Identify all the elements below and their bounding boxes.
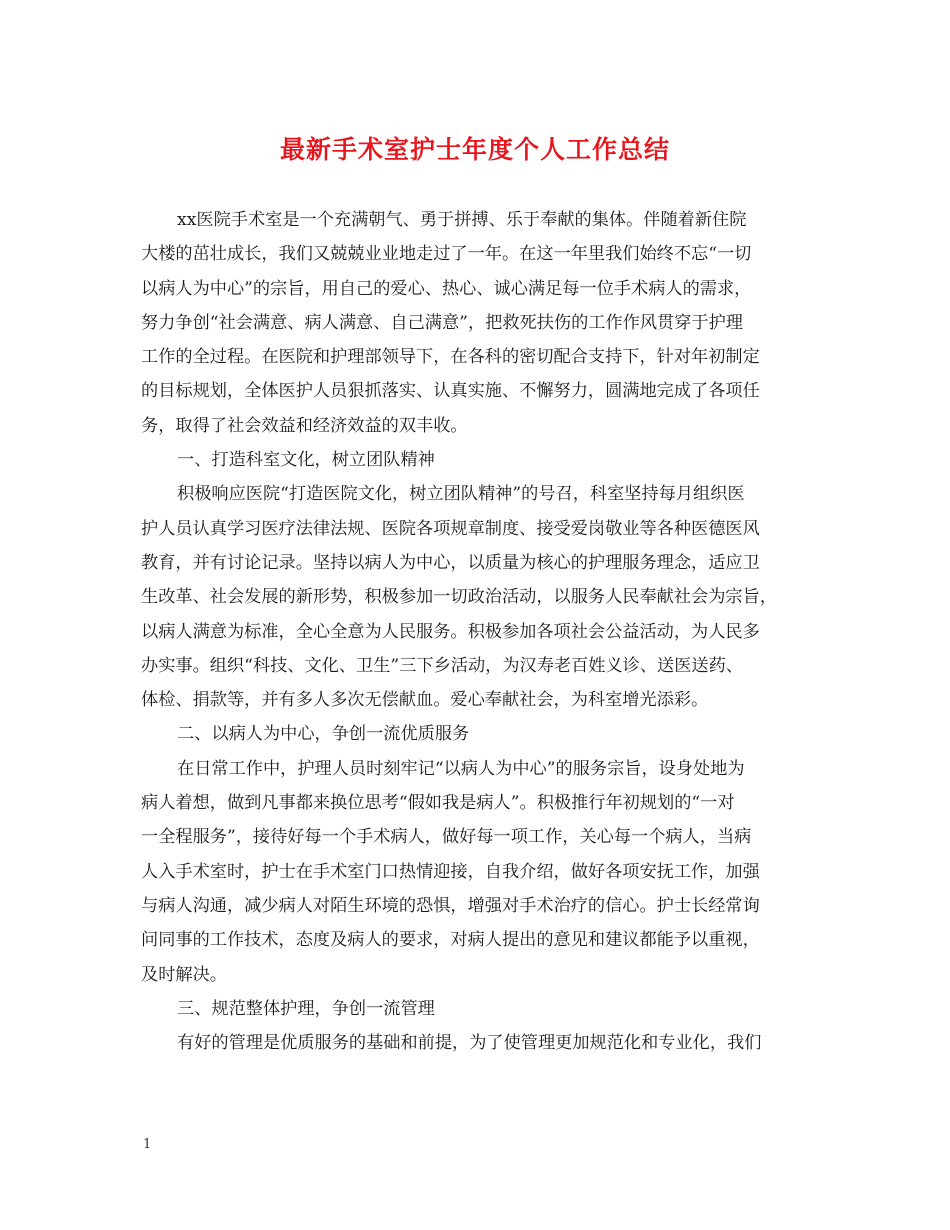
text-line: 大楼的茁壮成长，我们又兢兢业业地走过了一年。在这一年里我们始终不忘“一切 xyxy=(141,244,752,265)
text-line: 病人着想，做到凡事都来换位思考“假如我是病人”。积极推行年初规划的“一对 xyxy=(141,793,735,814)
text-line: 生改革、社会发展的新形势，积极参加一切政治活动，以服务人民奉献社会为宗旨， xyxy=(141,587,777,608)
text-line: 的目标规划，全体医护人员狠抓落实、认真实施、不懈努力，圆满地完成了各项任 xyxy=(141,381,760,402)
text-line: xx医院手术室是一个充满朝气、勇于拼搏、乐于奉献的集体。伴随着新住院 xyxy=(177,210,747,230)
text-line: 在日常工作中，护理人员时刻牢记“以病人为中心”的服务宗旨，设身处地为 xyxy=(177,758,745,779)
text-line: 以病人满意为标准，全心全意为人民服务。积极参加各项社会公益活动，为人民多 xyxy=(141,621,760,642)
document-body xyxy=(141,203,806,1060)
text-line: 与病人沟通，减少病人对陌生环境的恐惧，增强对手术治疗的信心。护士长经常询 xyxy=(141,895,760,916)
text-line: 人入手术室时，护士在手术室门口热情迎接，自我介绍，做好各项安抚工作，加强 xyxy=(141,861,760,882)
text-line: 努力争创“社会满意、病人满意、自己满意”，把救死扶伤的工作作风贯穿于护理 xyxy=(141,312,743,333)
text-line: 教育，并有讨论记录。坚持以病人为中心，以质量为核心的护理服务理念，适应卫 xyxy=(141,552,760,573)
section-heading: 三、规范整体护理，争创一流管理 xyxy=(177,998,435,1019)
section-heading: 二、以病人为中心，争创一流优质服务 xyxy=(177,724,470,745)
text-line: 问同事的工作技术，态度及病人的要求，对病人提出的意见和建议都能予以重视， xyxy=(141,930,760,951)
text-line: 积极响应医院“打造医院文化，树立团队精神”的号召，科室坚持每月组织医 xyxy=(177,484,745,505)
text-line: 务，取得了社会效益和经济效益的双丰收。 xyxy=(141,415,468,436)
document-title: 最新手术室护士年度个人工作总结 xyxy=(279,135,670,164)
text-line: 及时解决。 xyxy=(141,964,227,985)
text-line: 体检、捐款等，并有多人多次无偿献血。爱心奉献社会，为科室增光添彩。 xyxy=(141,690,709,711)
page-number: 1 xyxy=(143,1137,152,1152)
text-line: 护人员认真学习医疗法律法规、医院各项规章制度、接受爱岗敬业等各种医德医风 xyxy=(141,518,760,539)
section-heading: 一、打造科室文化，树立团队精神 xyxy=(177,450,435,471)
text-line: 以病人为中心”的宗旨，用自己的爱心、热心、诚心满足每一位手术病人的需求， xyxy=(141,278,752,299)
text-line: 有好的管理是优质服务的基础和前提，为了使管理更加规范化和专业化，我们 xyxy=(177,1033,762,1054)
text-line: 办实事。组织“科技、文化、卫生”三下乡活动，为汉寿老百姓义诊、送医送药、 xyxy=(141,655,743,676)
text-line: 工作的全过程。在医院和护理部领导下，在各科的密切配合支持下，针对年初制定 xyxy=(141,347,760,368)
text-line: 一全程服务”，接待好每一个手术病人，做好每一项工作，关心每一个病人，当病 xyxy=(141,827,752,848)
